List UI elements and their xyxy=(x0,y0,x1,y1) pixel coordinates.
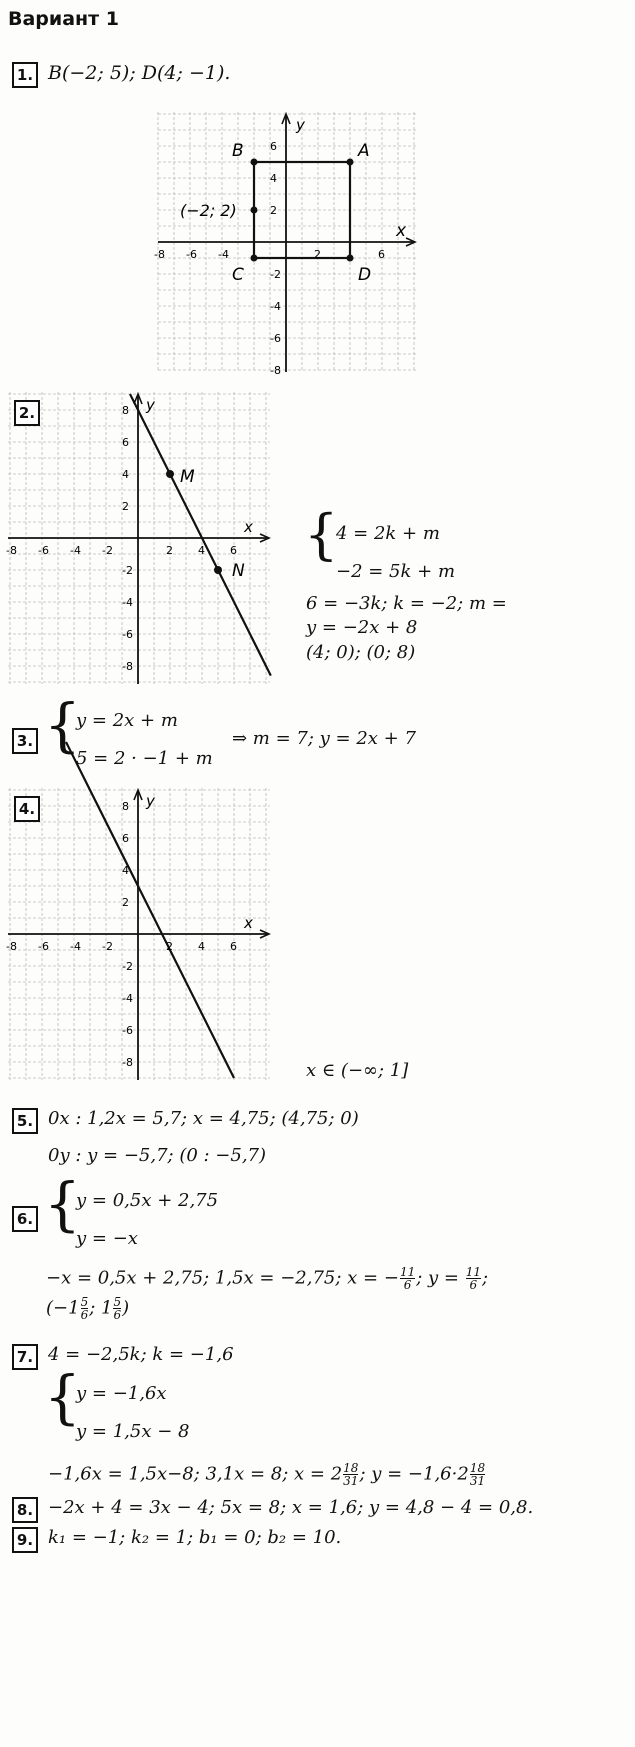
task-number-9: 9. xyxy=(12,1527,38,1553)
graph-2-y-tick: 6 xyxy=(122,436,129,449)
graph-3-y-tick: -4 xyxy=(122,992,133,1005)
graph-2-x-tick: -2 xyxy=(102,544,113,557)
task-6-line-1 xyxy=(46,1266,488,1291)
graph-2-y-tick: 2 xyxy=(122,500,129,513)
graph-3-x-tick: -8 xyxy=(6,940,17,953)
task-number-6: 6. xyxy=(12,1206,38,1232)
graph-2-y-tick: 8 xyxy=(122,404,129,417)
graph-1-point xyxy=(251,159,258,166)
graph-1-y-tick: 2 xyxy=(270,204,277,217)
fraction-5-6-a xyxy=(81,1296,89,1321)
task-6-line-1-b: ; y = xyxy=(416,1267,465,1289)
graph-2-x-tick: 4 xyxy=(198,544,205,557)
system-brace-3: { xyxy=(44,691,81,759)
graph-1-point xyxy=(251,255,258,262)
graph-2-x-tick: -4 xyxy=(70,544,81,557)
graph-1-x-tick: -6 xyxy=(186,248,197,261)
graph-2-y-tick: -8 xyxy=(122,660,133,673)
graph-1-x-tick: -8 xyxy=(154,248,165,261)
page-title: Вариант 1 xyxy=(8,8,120,30)
graph-3-axes xyxy=(8,790,269,1080)
graph-3-x-tick: 2 xyxy=(166,940,173,953)
graph-2-x-tick: 2 xyxy=(166,544,173,557)
fraction-numerator: 5 xyxy=(113,1295,122,1309)
graph-2-x-label: x xyxy=(244,518,253,536)
task-number-2: 2. xyxy=(14,400,40,426)
graph-3-y-tick: -6 xyxy=(122,1024,133,1037)
graph-2-point xyxy=(166,470,174,478)
task-8-answer: −2x + 4 = 3x − 4; 5x = 8; x = 1,6; y = 4,8 − 4 = 0,8. xyxy=(48,1497,534,1518)
graph-3-x-tick: -2 xyxy=(102,940,113,953)
graph-3-x-tick: 6 xyxy=(230,940,237,953)
graph-1-x-tick: 2 xyxy=(314,248,321,261)
task-7-line-1: 4 = −2,5k; k = −1,6 xyxy=(48,1344,234,1365)
task-6-line-2-b: ; 1 xyxy=(89,1297,113,1319)
graph-3-y-tick: -8 xyxy=(122,1056,133,1069)
graph-2-y-tick: -6 xyxy=(122,628,133,641)
graph-1-y-tick: 4 xyxy=(270,172,277,185)
point-label-d: D xyxy=(358,265,372,285)
graph-3 xyxy=(8,788,270,1080)
task-3-eq-2: 5 = 2 · −1 + m xyxy=(76,748,213,769)
graph-3-x-tick: 4 xyxy=(198,940,205,953)
graph-3-y-label: y xyxy=(146,792,155,810)
fraction-18-31-b xyxy=(470,1462,485,1487)
graph-3-x-label: x xyxy=(244,914,253,932)
graph-1 xyxy=(154,112,416,377)
graph-2-y-tick: 4 xyxy=(122,468,129,481)
point-label-b: B xyxy=(232,141,244,161)
task-3-eq-1: y = 2x + m xyxy=(76,710,178,731)
fraction-18-31-a xyxy=(343,1462,358,1487)
point-label-m: M xyxy=(180,467,195,487)
graph-3-y-tick: 2 xyxy=(122,896,129,909)
task-6-line-1-a: −x = 0,5x + 2,75; 1,5x = −2,75; x = − xyxy=(46,1267,399,1289)
graph-3-y-tick: 6 xyxy=(122,832,129,845)
task-6-line-2-c: ) xyxy=(122,1297,130,1319)
graph-2-x-tick: 6 xyxy=(230,544,237,557)
task-7-line-2 xyxy=(48,1462,486,1487)
task-7-line-2-b: ; y = −1,6·2 xyxy=(359,1463,469,1485)
task-number-7: 7. xyxy=(12,1344,38,1370)
task-number-8: 8. xyxy=(12,1497,38,1523)
task-6-line-2 xyxy=(46,1296,129,1321)
task-6-eq-2: y = −x xyxy=(76,1228,138,1249)
graph-3-x-tick: -4 xyxy=(70,940,81,953)
fraction-numerator: 5 xyxy=(80,1295,89,1309)
point-label-n: N xyxy=(232,561,245,581)
task-6-eq-1: y = 0,5x + 2,75 xyxy=(76,1190,219,1211)
task-2-line-1: 6 = −3k; k = −2; m = xyxy=(306,593,507,614)
fraction-denominator: 6 xyxy=(80,1308,89,1322)
graph-1-x-tick: -4 xyxy=(218,248,229,261)
fraction-11-6-b xyxy=(466,1266,481,1291)
graph-1-point xyxy=(347,159,354,166)
task-number-5: 5. xyxy=(12,1108,38,1134)
system-brace-7: { xyxy=(44,1363,81,1431)
fraction-denominator: 6 xyxy=(403,1278,412,1292)
graph-2-point xyxy=(214,566,222,574)
fraction-numerator: 11 xyxy=(399,1265,416,1279)
task-9-answer: k₁ = −1; k₂ = 1; b₁ = 0; b₂ = 10. xyxy=(48,1527,342,1548)
graph-2-axes xyxy=(8,394,269,684)
graph-2 xyxy=(8,392,270,684)
task-5-line-1: 0x : 1,2x = 5,7; x = 4,75; (4,75; 0) xyxy=(48,1108,359,1129)
task-3-result: ⇒ m = 7; y = 2x + 7 xyxy=(232,728,416,749)
graph-3-y-tick: 8 xyxy=(122,800,129,813)
graph-1-y-tick: -2 xyxy=(270,268,281,281)
system-brace-6: { xyxy=(44,1170,81,1238)
graph-2-y-label: y xyxy=(146,396,155,414)
point-label-a: A xyxy=(358,141,370,161)
fraction-denominator: 31 xyxy=(343,1474,359,1488)
task-1-answer: B(−2; 5); D(4; −1). xyxy=(48,62,231,84)
fraction-numerator: 18 xyxy=(343,1461,359,1475)
graph-1-y-tick: -6 xyxy=(270,332,281,345)
task-number-1: 1. xyxy=(12,62,38,88)
task-2-line-3: (4; 0); (0; 8) xyxy=(306,642,416,663)
graph-2-x-tick: -8 xyxy=(6,544,17,557)
point-label-mid: (−2; 2) xyxy=(180,201,237,220)
graph-1-y-tick: -4 xyxy=(270,300,281,313)
graph-3-y-tick: 4 xyxy=(122,864,129,877)
graph-3-y-tick: -2 xyxy=(122,960,133,973)
fraction-denominator: 31 xyxy=(469,1474,486,1488)
task-7-eq-2: y = 1,5x − 8 xyxy=(76,1421,190,1442)
task-6-line-2-a: (−1 xyxy=(46,1297,80,1319)
graph-1-x-tick: 6 xyxy=(378,248,385,261)
task-2-eq-1: 4 = 2k + m xyxy=(336,523,440,544)
task-number-4: 4. xyxy=(14,796,40,822)
task-number-3: 3. xyxy=(12,728,38,754)
graph-1-point xyxy=(347,255,354,262)
fraction-denominator: 6 xyxy=(469,1278,478,1292)
graph-2-x-tick: -6 xyxy=(38,544,49,557)
task-6-line-1-c: ; xyxy=(481,1267,489,1289)
task-2-eq-2: −2 = 5k + m xyxy=(336,561,456,582)
task-4-result: x ∈ (−∞; 1] xyxy=(306,1060,409,1081)
task-7-eq-1: y = −1,6x xyxy=(76,1383,167,1404)
graph-1-y-tick: 6 xyxy=(270,140,277,153)
fraction-denominator: 6 xyxy=(113,1308,122,1322)
graph-3-x-tick: -6 xyxy=(38,940,49,953)
graph-1-y-tick: -8 xyxy=(270,364,281,377)
graph-1-x-label: x xyxy=(396,221,407,241)
fraction-11-6-a xyxy=(400,1266,415,1291)
graph-2-y-tick: -2 xyxy=(122,564,133,577)
point-label-c: C xyxy=(232,265,244,285)
graph-1-axes xyxy=(158,114,415,372)
graph-2-y-tick: -4 xyxy=(122,596,133,609)
graph-1-y-label: y xyxy=(296,116,305,134)
task-7-line-2-a: −1,6x = 1,5x−8; 3,1x = 8; x = 2 xyxy=(48,1463,343,1485)
task-2-line-2: y = −2x + 8 xyxy=(306,617,418,638)
system-brace-2: { xyxy=(304,503,339,566)
graph-1-point xyxy=(251,207,258,214)
fraction-numerator: 11 xyxy=(465,1265,481,1279)
fraction-numerator: 18 xyxy=(469,1461,486,1475)
task-5-line-2: 0y : y = −5,7; (0 : −5,7) xyxy=(48,1145,267,1166)
fraction-5-6-b xyxy=(113,1296,121,1321)
